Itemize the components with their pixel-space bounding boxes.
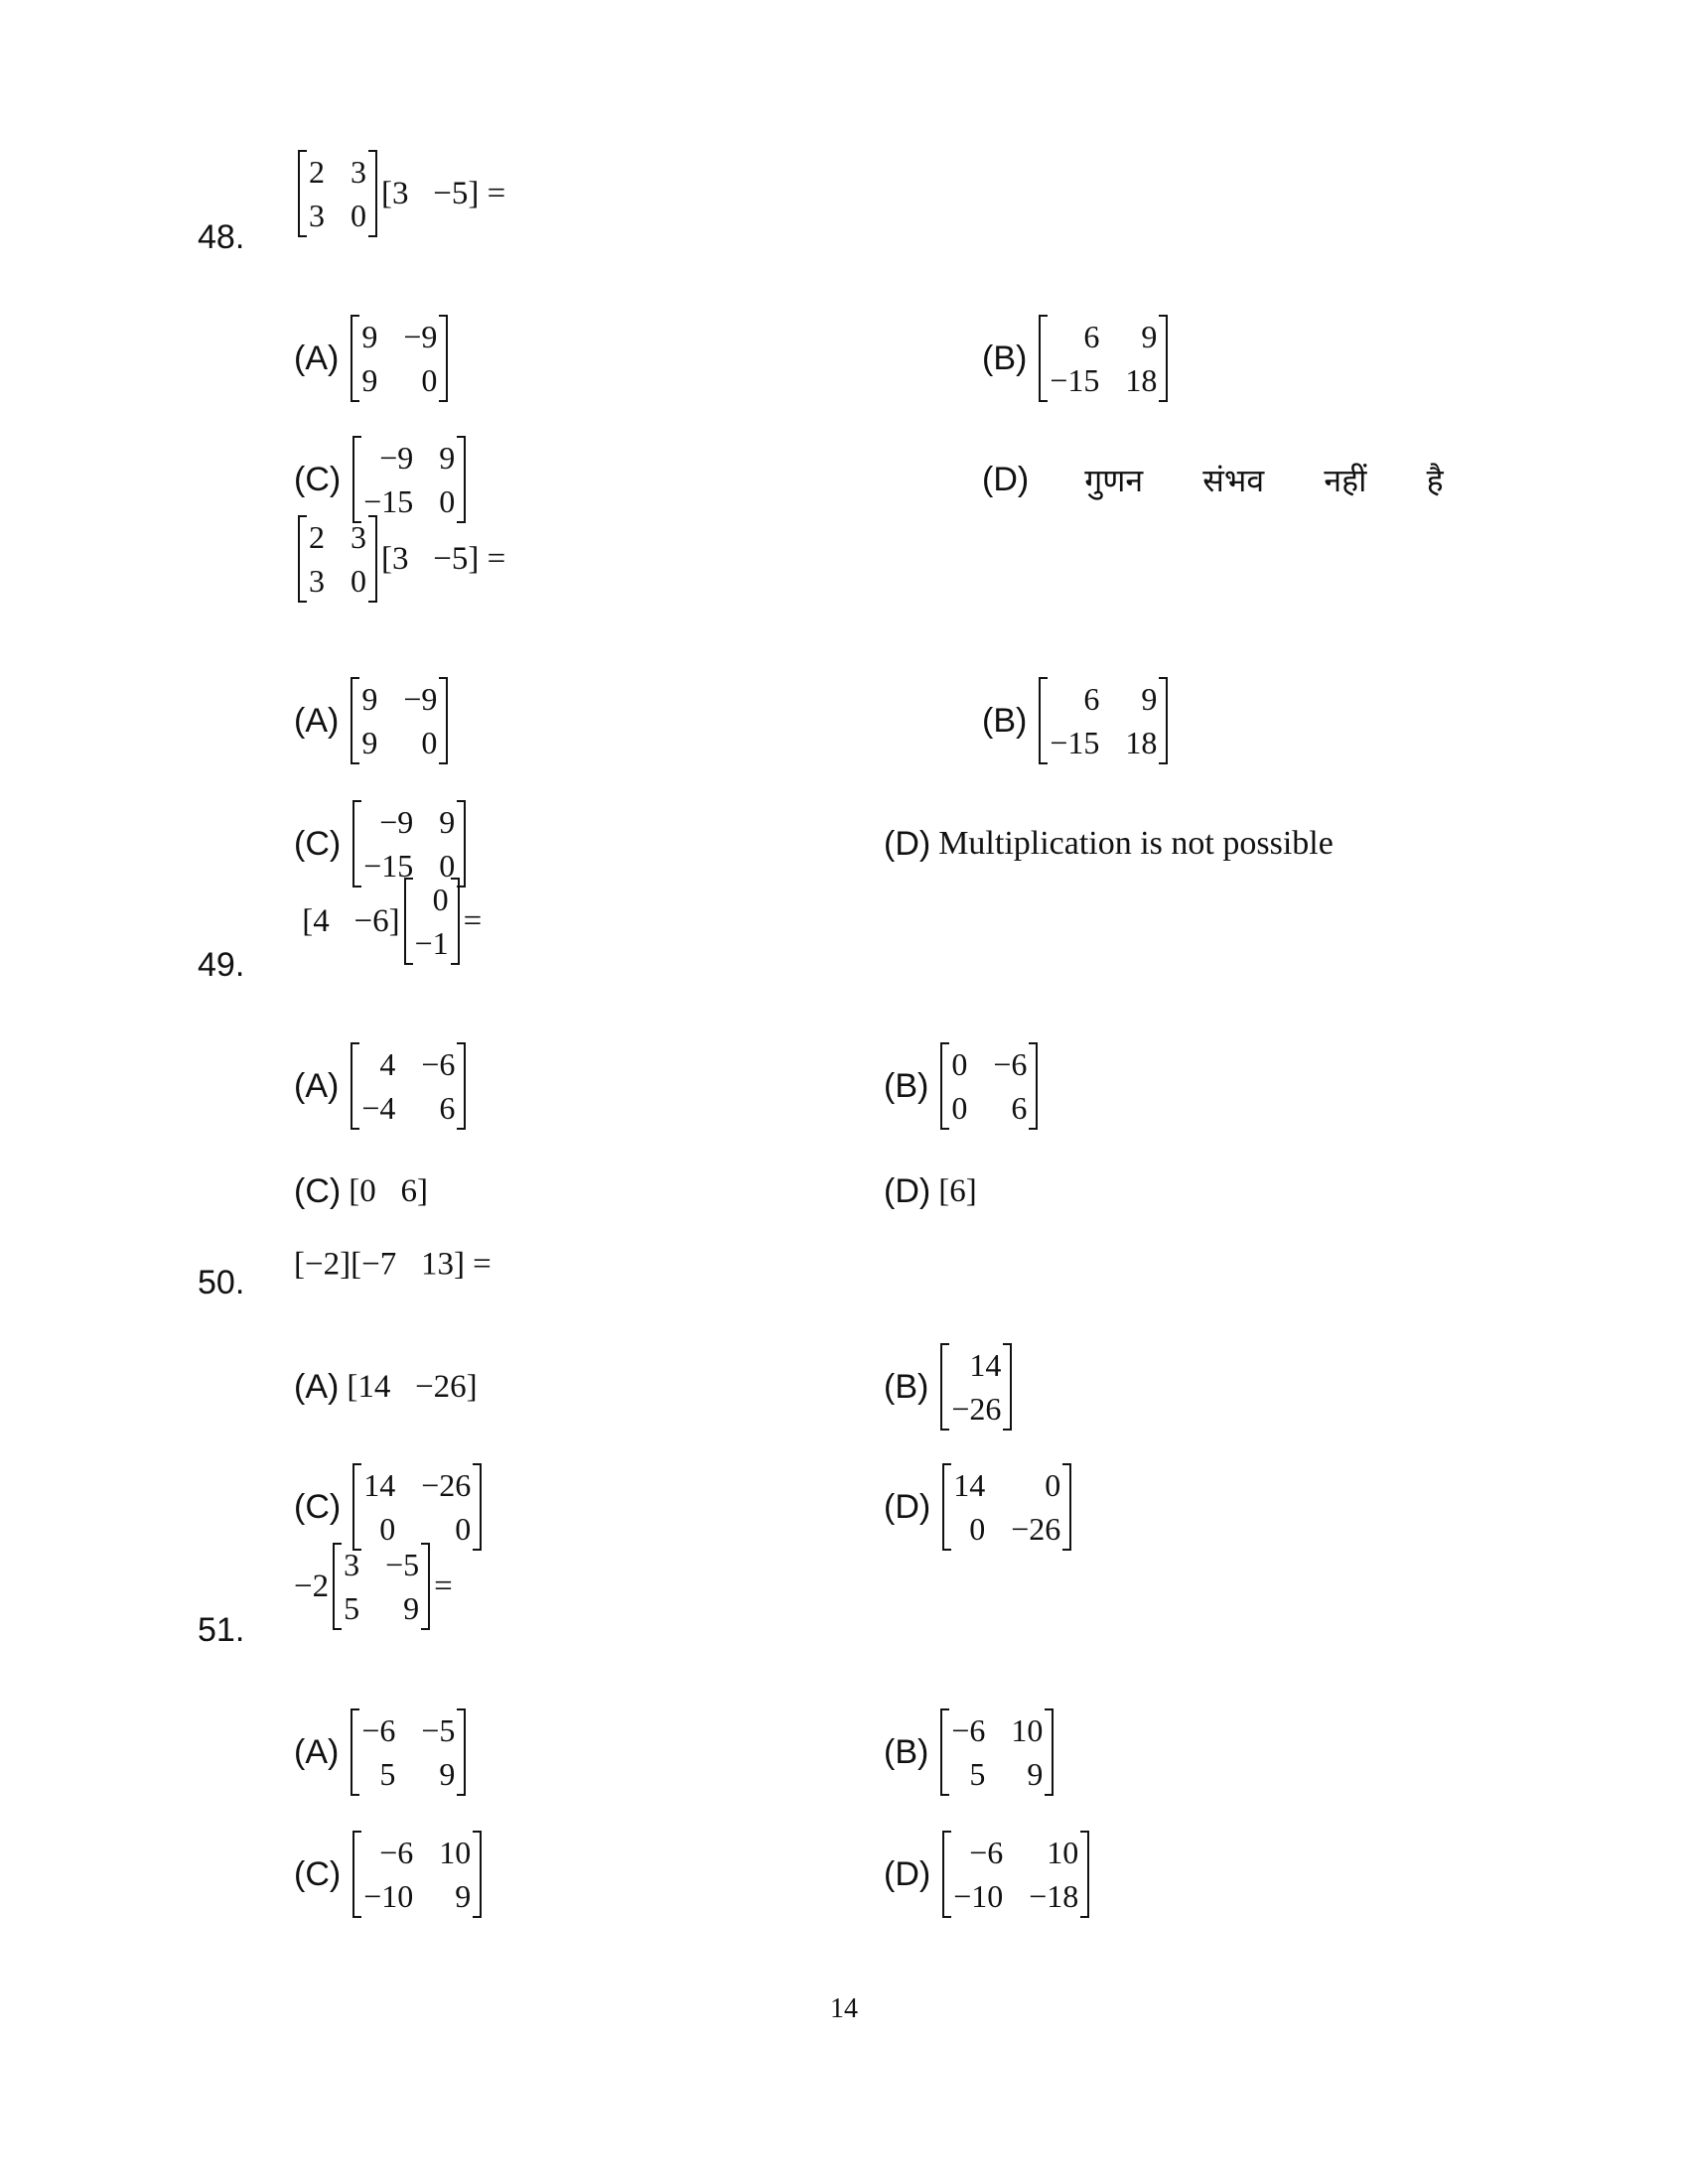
right-bracket: [451, 878, 460, 965]
matrix-entry: −4: [361, 1090, 396, 1126]
math-expression: [938, 1463, 1075, 1551]
matrix-entry: 3: [344, 1547, 360, 1582]
left-bracket: [352, 1463, 361, 1551]
math-expression: [1035, 315, 1172, 402]
math-text: [3 −5] =: [381, 540, 506, 577]
matrix-entry: 0: [1045, 1467, 1061, 1503]
matrix-entry: 9: [439, 440, 456, 476]
math-expression: [347, 1369, 477, 1406]
left-bracket: [333, 1543, 342, 1630]
right-bracket: [1003, 1343, 1012, 1431]
matrix: [940, 1042, 1038, 1130]
math-expression: [349, 800, 470, 887]
option-label: (A): [294, 1066, 340, 1105]
right-bracket: [421, 1543, 430, 1630]
matrix-entry: 10: [439, 1835, 472, 1870]
matrix-entry: −6: [421, 1046, 456, 1082]
matrix-entry: 14: [953, 1467, 986, 1503]
matrix-entry: −26: [951, 1391, 1002, 1427]
matrix-entry: 6: [1083, 319, 1100, 354]
matrix-entry: −9: [379, 440, 414, 476]
matrix-entry: −6: [951, 1712, 986, 1748]
option-label: (B): [982, 701, 1028, 740]
math-text: [6]: [938, 1172, 977, 1209]
math-expression: [938, 825, 1334, 863]
right-bracket: [1062, 1463, 1071, 1551]
option-label: (A): [294, 1367, 340, 1406]
matrix: [352, 436, 466, 523]
matrix: [404, 878, 460, 965]
matrix-entry: −6: [969, 1835, 1004, 1870]
matrix: [940, 1708, 1054, 1796]
matrix-entry: −9: [403, 319, 438, 354]
matrix-entry: 0: [421, 362, 438, 398]
matrix-entries: [359, 1708, 457, 1796]
left-bracket: [942, 1463, 951, 1551]
matrix-entries: [361, 1463, 473, 1551]
matrix-entry: 5: [344, 1590, 360, 1626]
matrix-entry: 0: [969, 1511, 986, 1547]
matrix-entry: 0: [421, 725, 438, 760]
math-expression: [349, 1463, 486, 1551]
matrix-entry: 10: [1047, 1835, 1079, 1870]
right-bracket: [473, 1831, 482, 1918]
matrix-entry: −9: [403, 681, 438, 717]
matrix-entry: −5: [421, 1712, 456, 1748]
right-bracket: [368, 150, 377, 237]
left-bracket: [1039, 315, 1048, 402]
matrix-entries: [361, 1831, 473, 1918]
matrix-entry: −26: [1011, 1511, 1061, 1547]
matrix-entry: −15: [363, 483, 414, 519]
math-expression: [294, 1543, 453, 1630]
math-text: [−2][−7 13] =: [294, 1246, 492, 1282]
option-label: (D): [884, 1854, 931, 1893]
math-expression: [349, 436, 470, 523]
option-label: (A): [294, 701, 340, 740]
matrix-entry: −10: [363, 1878, 414, 1914]
left-bracket: [1039, 677, 1048, 764]
matrix-entries: [949, 1343, 1003, 1431]
matrix-entry: 9: [1141, 319, 1158, 354]
math-text: [14 −26]: [347, 1368, 478, 1405]
math-expression: [349, 1173, 428, 1210]
option-label: (D): [884, 824, 931, 863]
matrix-entry: 4: [379, 1046, 396, 1082]
matrix-entry: −15: [1050, 725, 1100, 760]
option-label: (B): [884, 1066, 929, 1105]
right-bracket: [1045, 1708, 1054, 1796]
matrix-entries: [951, 1463, 1062, 1551]
matrix-entry: 0: [951, 1046, 968, 1082]
math-text: [4 −6]: [294, 902, 400, 939]
right-bracket: [439, 315, 448, 402]
matrix-entry: 18: [1125, 725, 1158, 760]
matrix-entry: −18: [1029, 1878, 1079, 1914]
option-label: (A): [294, 1732, 340, 1771]
option-label: (C): [294, 1171, 342, 1210]
matrix-entry: −1: [414, 925, 449, 961]
matrix-entry: −9: [379, 804, 414, 840]
right-bracket: [1029, 1042, 1038, 1130]
matrix-entry: 6: [1011, 1090, 1028, 1126]
matrix-entry: 14: [969, 1347, 1002, 1383]
matrix: [351, 1042, 466, 1130]
right-bracket: [457, 1042, 466, 1130]
right-bracket: [439, 677, 448, 764]
matrix-entry: 9: [361, 362, 378, 398]
matrix-entry: 18: [1125, 362, 1158, 398]
left-bracket: [298, 150, 307, 237]
option-label: (D): [884, 1171, 931, 1210]
matrix: [942, 1463, 1071, 1551]
right-bracket: [1159, 677, 1168, 764]
math-expression: [936, 1343, 1016, 1431]
right-bracket: [1080, 1831, 1089, 1918]
left-bracket: [352, 1831, 361, 1918]
matrix-entry: 6: [439, 1090, 456, 1126]
matrix-entries: [949, 1708, 1045, 1796]
option-label: (B): [982, 339, 1028, 377]
matrix-entry: 3: [351, 154, 366, 190]
matrix-entry: 9: [1141, 681, 1158, 717]
math-text: −2: [294, 1568, 330, 1604]
right-bracket: [1159, 315, 1168, 402]
matrix: [1039, 315, 1168, 402]
matrix-entry: 2: [309, 154, 325, 190]
math-expression: [1035, 677, 1172, 764]
matrix-entries: [951, 1831, 1080, 1918]
math-expression: [347, 677, 452, 764]
math-expression: [347, 1708, 470, 1796]
matrix: [352, 1463, 482, 1551]
matrix-entry: 9: [403, 1590, 420, 1626]
math-expression: [294, 515, 505, 603]
matrix-entry: 14: [363, 1467, 396, 1503]
matrix: [298, 150, 377, 237]
matrix-entry: 0: [432, 882, 449, 917]
matrix-entries: [1048, 677, 1159, 764]
matrix: [940, 1343, 1012, 1431]
right-bracket: [473, 1463, 482, 1551]
matrix-entry: 0: [439, 848, 456, 884]
option-label: (B): [884, 1732, 929, 1771]
matrix-entries: [359, 1042, 457, 1130]
right-bracket: [457, 800, 466, 887]
option-label: (C): [294, 460, 342, 498]
option-text: Multiplication is not possible: [938, 825, 1334, 862]
option-label: (D): [884, 1487, 931, 1526]
left-bracket: [352, 436, 361, 523]
matrix-entry: 9: [361, 681, 378, 717]
matrix-entry: 9: [439, 1756, 456, 1792]
left-bracket: [351, 1708, 359, 1796]
question-number: 48.: [198, 217, 245, 256]
matrix: [351, 1708, 466, 1796]
matrix: [333, 1543, 430, 1630]
math-expression: [294, 150, 505, 237]
matrix-entry: −10: [953, 1878, 1004, 1914]
matrix-entry: −6: [379, 1835, 414, 1870]
matrix-entries: [1048, 315, 1159, 402]
question-number: 49.: [198, 945, 245, 984]
matrix-entries: [949, 1042, 1029, 1130]
math-expression: [347, 1042, 470, 1130]
matrix-entries: [359, 315, 439, 402]
matrix-entry: 6: [1083, 681, 1100, 717]
matrix-entries: [361, 436, 457, 523]
matrix: [298, 515, 377, 603]
matrix-entries: [307, 515, 368, 603]
matrix-entry: −15: [1050, 362, 1100, 398]
left-bracket: [351, 315, 359, 402]
matrix: [351, 315, 448, 402]
matrix: [352, 800, 466, 887]
left-bracket: [352, 800, 361, 887]
matrix-entry: −5: [385, 1547, 420, 1582]
question-number: 51.: [198, 1610, 245, 1649]
matrix-entry: −26: [421, 1467, 472, 1503]
matrix-entry: 3: [309, 198, 325, 233]
option-label: (C): [294, 1854, 342, 1893]
matrix-entry: 0: [379, 1511, 396, 1547]
matrix-entries: [342, 1543, 421, 1630]
math-expression: [1037, 459, 1443, 501]
option-label: (D): [982, 460, 1030, 498]
matrix-entries: [307, 150, 368, 237]
math-expression: [294, 878, 482, 965]
matrix-entry: 9: [1027, 1756, 1044, 1792]
matrix-entry: 5: [379, 1756, 396, 1792]
option-label: (C): [294, 824, 342, 863]
left-bracket: [940, 1042, 949, 1130]
math-text: [3 −5] =: [381, 175, 506, 211]
option-label: (C): [294, 1487, 342, 1526]
matrix: [942, 1831, 1089, 1918]
math-expression: [294, 1246, 492, 1283]
matrix-entry: −6: [361, 1712, 396, 1748]
math-expression: [938, 1831, 1093, 1918]
math-expression: [347, 315, 452, 402]
page-number: 14: [830, 1993, 858, 2024]
math-text: =: [463, 902, 483, 939]
option-label: (B): [884, 1367, 929, 1406]
matrix-entries: [413, 878, 451, 965]
math-text: [0 6]: [349, 1172, 428, 1209]
matrix-entry: 3: [351, 519, 366, 555]
matrix-entry: 0: [455, 1511, 472, 1547]
matrix-entry: −6: [993, 1046, 1028, 1082]
matrix-entry: 9: [361, 725, 378, 760]
math-expression: [936, 1708, 1057, 1796]
right-bracket: [368, 515, 377, 603]
left-bracket: [351, 1042, 359, 1130]
left-bracket: [940, 1343, 949, 1431]
question-number: 50.: [198, 1263, 245, 1301]
left-bracket: [298, 515, 307, 603]
math-expression: [349, 1831, 486, 1918]
matrix-entry: 0: [439, 483, 456, 519]
matrix-entries: [359, 677, 439, 764]
right-bracket: [457, 436, 466, 523]
matrix-entry: 0: [351, 198, 366, 233]
math-expression: [936, 1042, 1042, 1130]
left-bracket: [942, 1831, 951, 1918]
matrix-entry: 5: [969, 1756, 986, 1792]
hindi-text: गुणन संभव नहीं है: [1084, 461, 1444, 499]
left-bracket: [404, 878, 413, 965]
matrix-entry: 9: [361, 319, 378, 354]
left-bracket: [940, 1708, 949, 1796]
matrix: [351, 677, 448, 764]
option-label: (A): [294, 339, 340, 377]
right-bracket: [457, 1708, 466, 1796]
matrix-entry: 2: [309, 519, 325, 555]
matrix-entry: 3: [309, 563, 325, 599]
matrix-entry: 9: [455, 1878, 472, 1914]
matrix-entry: 9: [439, 804, 456, 840]
left-bracket: [351, 677, 359, 764]
math-text: =: [434, 1568, 453, 1604]
matrix-entry: 0: [351, 563, 366, 599]
math-expression: [938, 1173, 976, 1210]
matrix-entry: 10: [1011, 1712, 1044, 1748]
matrix-entries: [361, 800, 457, 887]
matrix: [352, 1831, 482, 1918]
matrix: [1039, 677, 1168, 764]
matrix-entry: −15: [363, 848, 414, 884]
matrix-entry: 0: [951, 1090, 968, 1126]
